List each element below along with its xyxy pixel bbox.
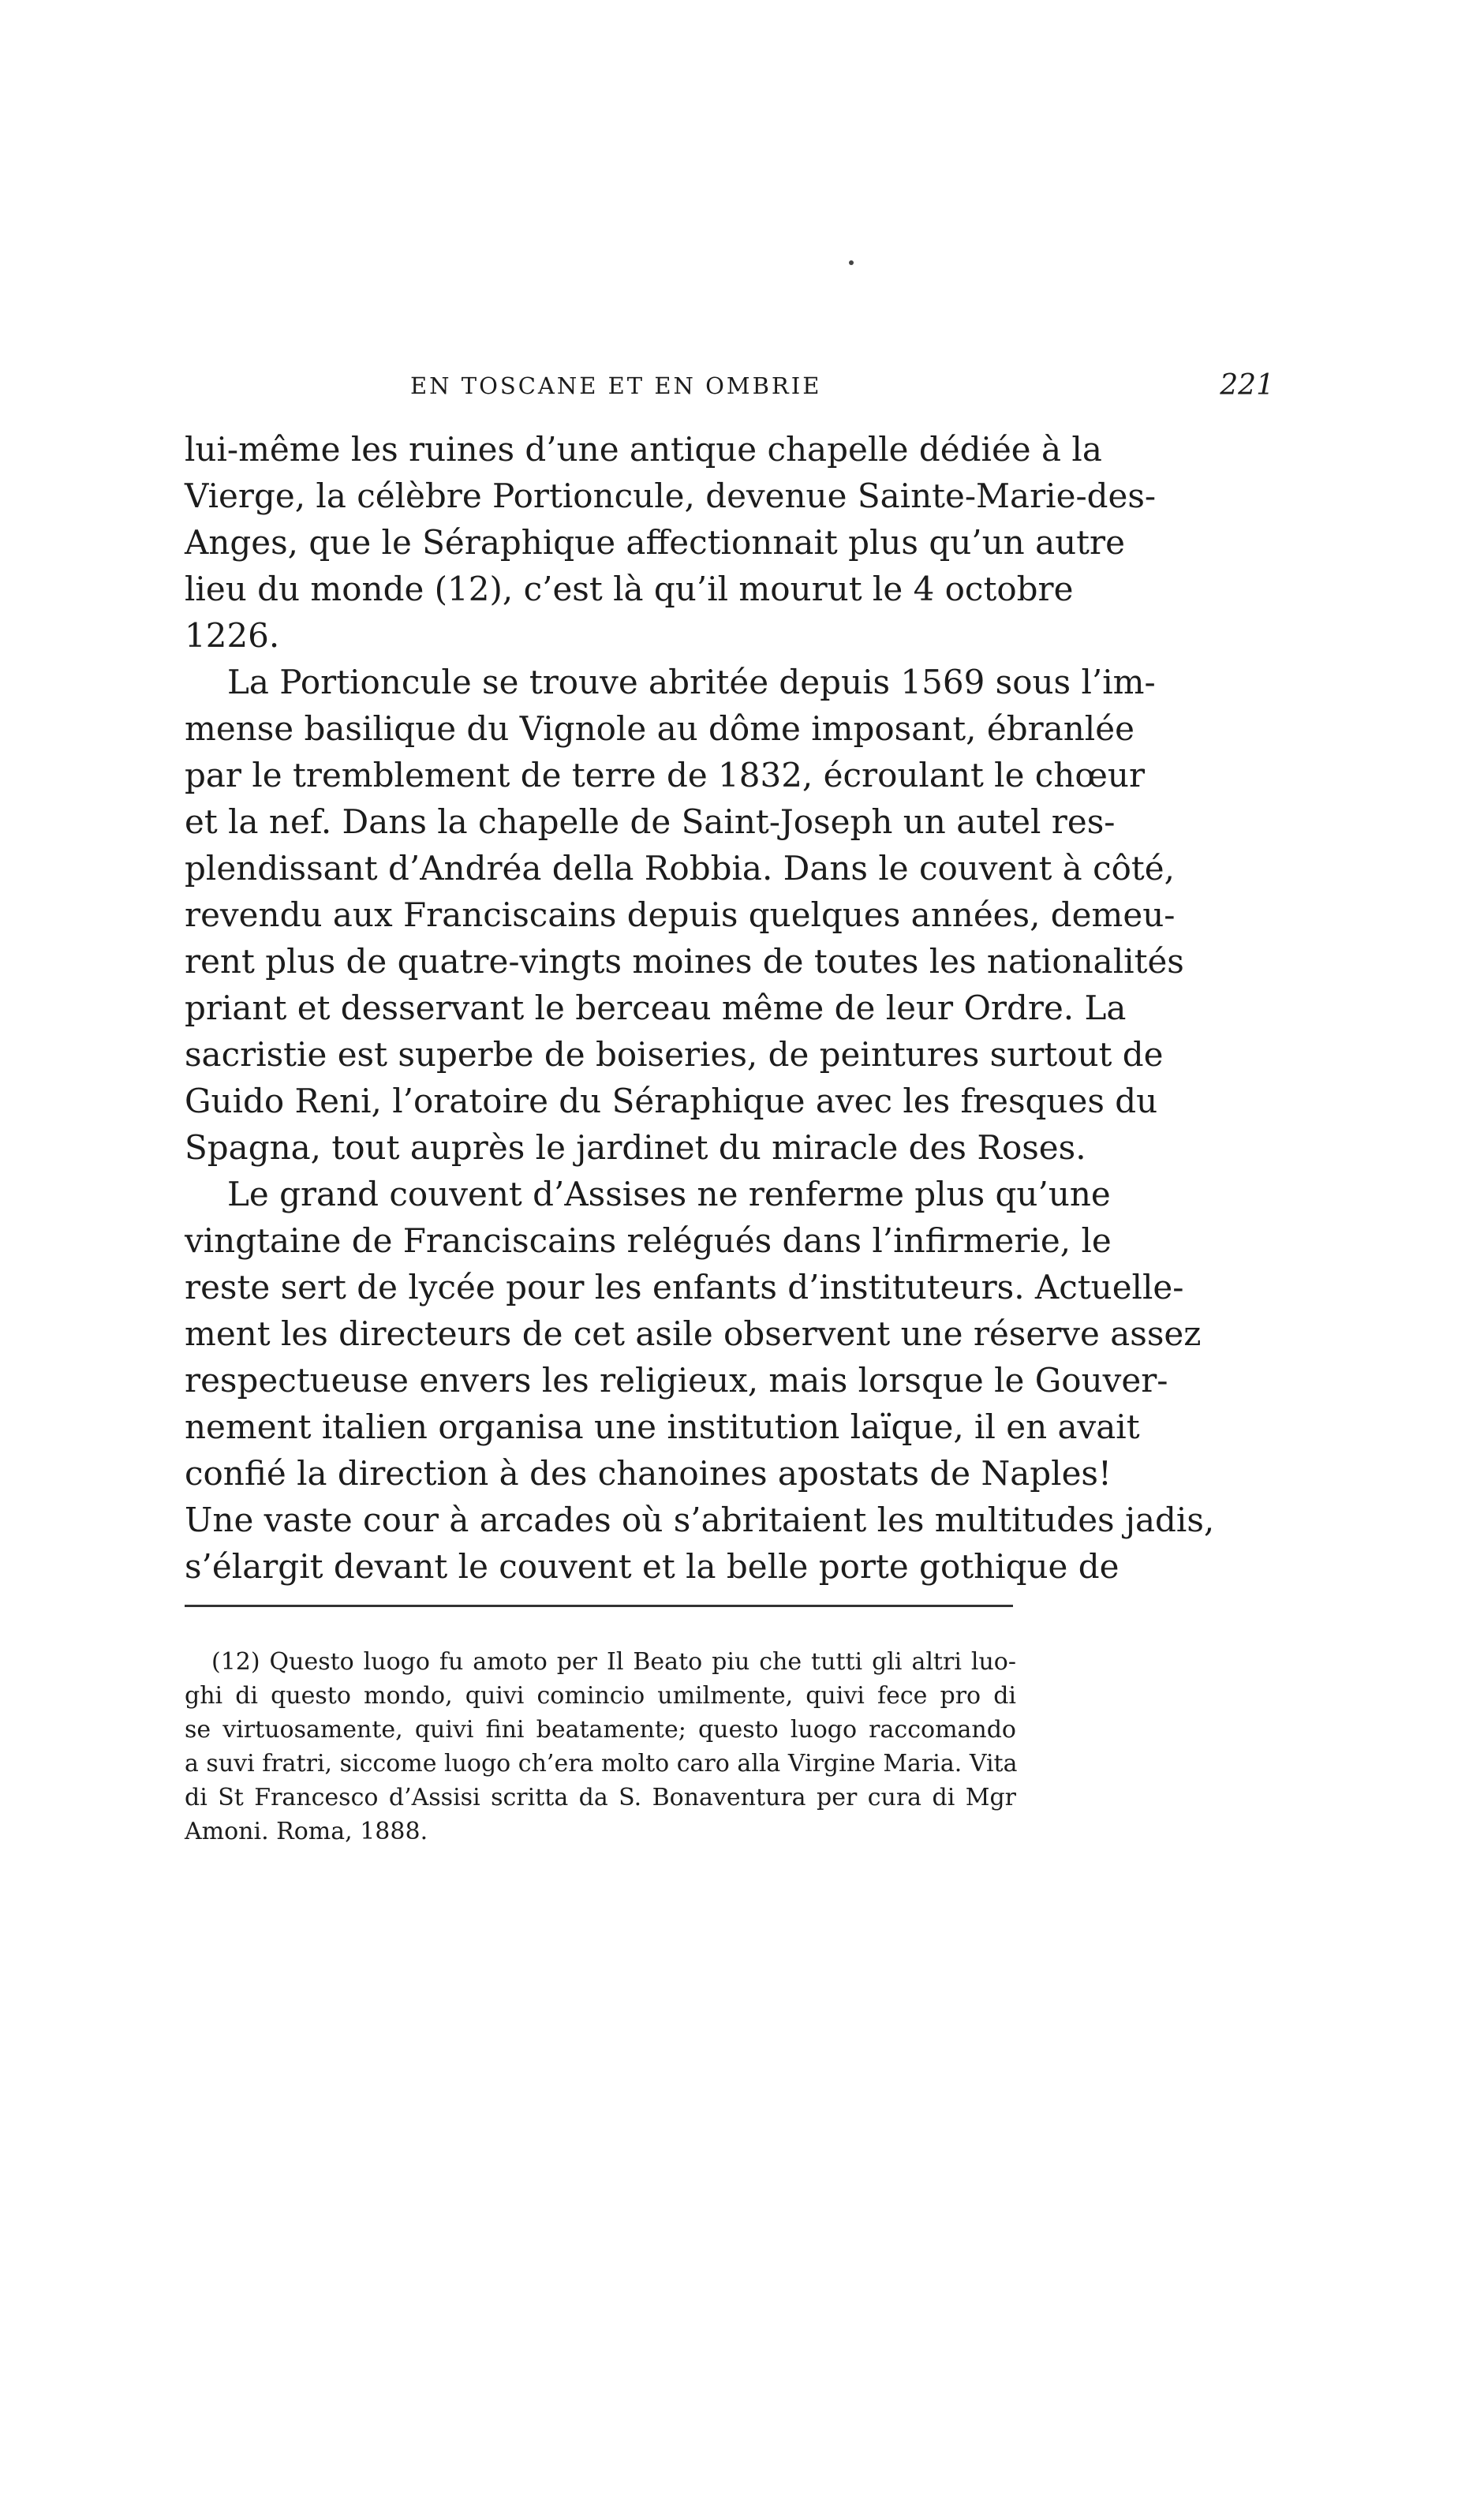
body-line: La Portioncule se trouve abritée depuis 1569 sous l’im-	[227, 663, 1156, 701]
footnote-line: se virtuosamente, quivi fini beatamente; questo luogo raccomando	[185, 1716, 1016, 1744]
body-line: priant et desservant le berceau même de leur Ordre. La	[185, 989, 1127, 1027]
body-line: 1226.	[185, 616, 280, 655]
page-number: 221	[1220, 369, 1274, 402]
body-line: rent plus de quatre-vingts moines de toutes les nationalités	[185, 942, 1184, 981]
body-line: ment les directeurs de cet asile observent une réserve assez	[185, 1314, 1202, 1353]
ink-speck	[849, 260, 854, 265]
body-line: Vierge, la célèbre Portioncule, devenue Sainte-Marie-des-	[185, 477, 1157, 515]
footnote-line: ghi di questo mondo, quivi comincio umilmente, quivi fece pro di	[185, 1682, 1016, 1710]
body-line: lieu du monde (12), c’est là qu’il mourut le 4 octobre	[185, 570, 1074, 608]
body-line: respectueuse envers les religieux, mais lorsque le Gouver-	[185, 1361, 1168, 1400]
footnote-line: di St Francesco d’Assisi scritta da S. Bonaventura per cura di Mgr	[185, 1784, 1016, 1811]
body-line: mense basilique du Vignole au dôme imposant, ébranlée	[185, 709, 1134, 748]
body-line: par le tremblement de terre de 1832, écroulant le chœur	[185, 756, 1146, 794]
body-line: plendissant d’Andréa della Robbia. Dans le couvent à côté,	[185, 849, 1175, 888]
running-title: EN TOSCANE ET EN OMBRIE	[410, 372, 822, 399]
body-line: Anges, que le Séraphique affectionnait plus qu’un autre	[185, 523, 1125, 562]
body-line: confié la direction à des chanoines apostats de Naples!	[185, 1454, 1112, 1493]
footnote-line: Amoni. Roma, 1888.	[185, 1818, 428, 1845]
body-line: lui-même les ruines d’une antique chapelle dédiée à la	[185, 430, 1102, 469]
body-line: reste sert de lycée pour les enfants d’instituteurs. Actuelle-	[185, 1268, 1184, 1306]
body-line: vingtaine de Franciscains relégués dans l’infirmerie, le	[185, 1221, 1112, 1260]
footnote	[185, 1645, 1018, 1848]
body-line: nement italien organisa une institution laïque, il en avait	[185, 1407, 1140, 1446]
body-line: et la nef. Dans la chapelle de Saint-Joseph un autel res-	[185, 802, 1116, 841]
body-line: Le grand couvent d’Assises ne renferme plus qu’une	[227, 1175, 1111, 1213]
footnote-line: (12) Questo luogo fu amoto per Il Beato piu che tutti gli altri luo-	[211, 1648, 1016, 1676]
running-header	[410, 369, 1274, 420]
body-line: Guido Reni, l’oratoire du Séraphique avec les fresques du	[185, 1082, 1158, 1120]
body-line: Spagna, tout auprès le jardinet du miracle des Roses.	[185, 1128, 1086, 1167]
footnote-line: a suvi fratri, siccome luogo ch’era molto caro alla Virgine Maria. Vita	[185, 1750, 1018, 1777]
body-text	[185, 426, 1215, 1590]
body-line: revendu aux Franciscains depuis quelques années, demeu-	[185, 895, 1176, 934]
footnote-separator	[185, 1605, 1013, 1607]
body-line: sacristie est superbe de boiseries, de peintures surtout de	[185, 1035, 1164, 1074]
body-line: s’élargit devant le couvent et la belle porte gothique de	[185, 1547, 1120, 1586]
body-line: Une vaste cour à arcades où s’abritaient les multitudes jadis,	[185, 1501, 1215, 1539]
